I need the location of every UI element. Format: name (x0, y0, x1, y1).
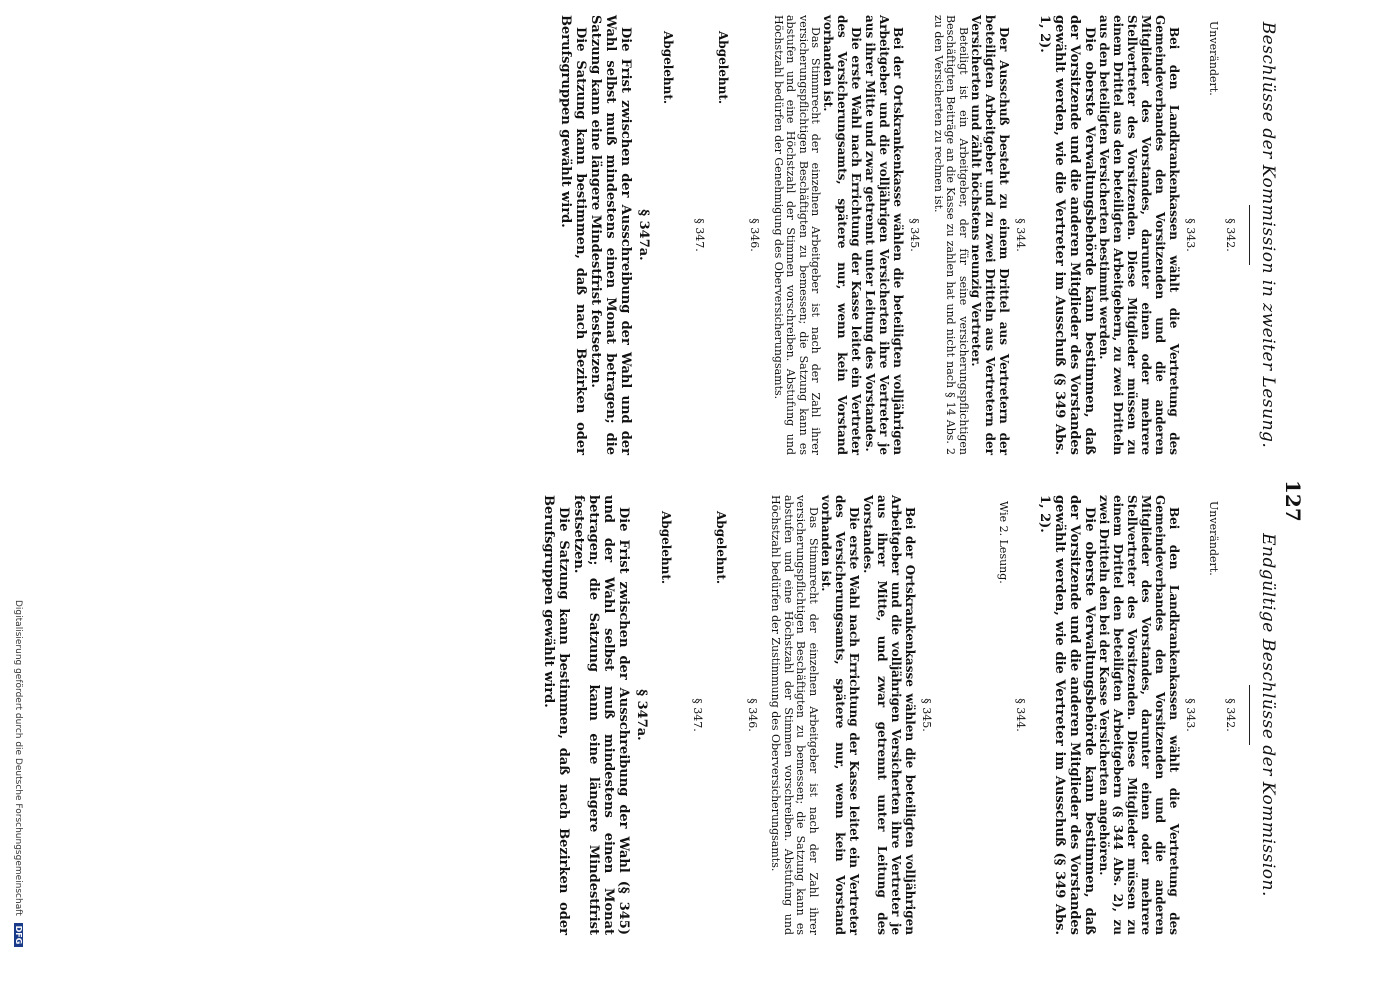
section-note: Unverändert. (1207, 21, 1220, 96)
section-342 (1207, 495, 1237, 935)
paragraph: Die Frist zwischen der Ausschreibung der Wahl (§ 345) und der Wahl selbst muß mindestens einen Monat betragen; die Satzung kann eine längere Mindestfrist festsetzen. (571, 495, 631, 935)
page-number: 127 (1281, 480, 1305, 522)
section-note: Wie 2. Lesung. (997, 501, 1010, 584)
paragraph: Bei der Ortskrankenkasse wählen die beteiligten volljährigen Arbeitgeber und die volljährigen Versicherten ihre Vertreter je aus ihrer Mitte, und zwar getrennt unter Leitung des Vorstandes. (861, 495, 917, 935)
section-note: Unverändert. (1207, 501, 1220, 576)
section-number: § 343. (1184, 698, 1197, 732)
paragraph: Der Ausschuß besteht zu einem Drittel aus Vertretern der beteiligten Arbeitgeber und zu zwei Dritteln aus Vertretern der Versicherten und zählt höchstens neunzig Vertreter. (969, 15, 1011, 455)
section-number: § 346. (748, 218, 762, 252)
section-note: Abgelehnt. (661, 31, 676, 105)
section-number: § 346. (746, 698, 759, 732)
section-347a (559, 15, 652, 455)
paragraph: Bei der Ortskrankenkasse wählen die beteiligten volljährigen Arbeitgeber und die volljährigen Versicherten ihre Vertreter je aus ihrer Mitte und zwar getrennt unter Leitung des Vorstandes. (863, 15, 906, 455)
section-note: Abgelehnt. (714, 511, 728, 585)
paragraph: Beteiligt ist ein Arbeitgeber, der für seine versicherungspflichtigen Beschäftigten Beiträge an die Kasse zu zahlen hat und nicht nach § 14 Abs. 2 zu den Versicherten zu rechnen ist. (932, 15, 970, 455)
header-rule (1249, 685, 1250, 745)
section-number: § 342. (1224, 218, 1237, 252)
section-note: Abgelehnt. (659, 511, 673, 585)
section-343 (1037, 15, 1197, 455)
paragraph: Die oberste Verwaltungsbehörde kann bestimmen, daß der Vorsitzende und die anderen Mitglieder des Vorstandes gewählt werden, wie die Vertreter im Ausschuß (§ 349 Abs. 1, 2). (1037, 15, 1097, 455)
section-342 (1207, 15, 1237, 455)
section-343 (1037, 495, 1197, 935)
section-number: § 345. (920, 698, 933, 732)
section-number: § 344. (1014, 698, 1027, 732)
paragraph: Die Frist zwischen der Ausschreibung der Wahl und der Wahl selbst muß mindestens einen Monat betragen; die Satzung kann eine längere Mindestfrist festsetzen. (588, 15, 634, 455)
paragraph: Die Satzung kann bestimmen, daß nach Bezirken oder Berufsgruppen gewählt wird. (541, 495, 571, 935)
paragraph: Die oberste Verwaltungsbehörde kann bestimmen, daß der Vorsitzende und die anderen Mitglieder des Vorstandes gewählt werden, wie die Vertreter im Ausschuß (§ 349 Abs. 1, 2). (1037, 495, 1097, 935)
section-345 (769, 495, 933, 935)
paragraph: Das Stimmrecht der einzelnen Arbeitgeber ist nach der Zahl ihrer versicherungspflichtigen Beschäftigten zu bemessen; die Satzung kann es abstufen und eine Höchstzahl der Stimmen vorschreiben. Abstufung und Höchstzahl bedürfen der Zustimmung des Oberversicherungsamts. (769, 495, 820, 935)
column-second-reading (549, 15, 1299, 455)
column-final-decisions (531, 495, 1298, 935)
section-number: § 345. (908, 218, 922, 252)
section-347 (659, 495, 704, 935)
credit-text: Digitalisierung gefördert durch die Deutsche Forschungsgemeinschaft (13, 600, 23, 916)
section-number: § 343. (1184, 218, 1197, 252)
paragraph: Die erste Wahl nach Errichtung der Kasse leitet ein Vertreter des Versicherungsamts, spätere nur, wenn kein Vorstand vorhanden ist. (821, 15, 864, 455)
section-347 (662, 15, 707, 455)
section-345 (772, 15, 922, 455)
section-number: § 347. (691, 698, 704, 732)
header-rule (1249, 205, 1250, 265)
column-header: Endgültige Beschlüsse der Kommission. (1258, 533, 1278, 897)
section-344 (932, 15, 1028, 455)
paragraph: Bei den Landkrankenkassen wählt die Vertretung des Gemeindeverbandes den Vorsitzenden und die anderen Mitglieder des Vorstandes, darunter einen oder mehrere Stellvertreter des Vorsitzenden. Diese Mitglieder müssen zu einem Drittel aus den beteiligten Arbeitgebern, zu zwei Dritteln aus den beteiligten Versicherten bestimmt werden. (1097, 15, 1181, 455)
paragraph: Die Satzung kann bestimmen, daß nach Bezirken oder Berufsgruppen gewählt wird. (558, 15, 589, 455)
dfg-logo: DFG (14, 923, 23, 948)
digitization-credit (13, 600, 23, 980)
spacer (937, 495, 987, 935)
section-number: § 347a. (636, 209, 652, 261)
section-347a (541, 495, 649, 935)
section-number: § 347. (693, 218, 707, 252)
section-note: Abgelehnt. (716, 31, 731, 105)
section-number: § 347a. (634, 689, 649, 741)
section-344 (997, 495, 1027, 935)
paragraph: Bei den Landkrankenkassen wählt die Vertretung des Gemeindeverbandes den Vorsitzenden und die anderen Mitglieder des Vorstandes, darunter einen oder mehrere Stellvertreter des Vorsitzenden. Diese Mitglieder müssen zu einem Drittel den beteiligten Arbeitgebern (§ 344 Abs. 2), zu zwei Dritteln den bei der Kasse Versicherten angehören. (1097, 495, 1181, 935)
section-346 (717, 15, 762, 455)
section-number: § 342. (1224, 698, 1237, 732)
column-header: Beschlüsse der Kommission in zweiter Lesung. (1258, 21, 1278, 449)
section-346 (714, 495, 759, 935)
paragraph: Die erste Wahl nach Errichtung der Kasse leitet ein Vertreter des Versicherungsamts, spätere nur, wenn kein Vorstand vorhanden ist. (819, 495, 861, 935)
section-number: § 344. (1014, 218, 1027, 252)
paragraph: Das Stimmrecht der einzelnen Arbeitgeber ist nach der Zahl ihrer versicherungspflichtigen Beschäftigten zu bemessen; die Satzung kann es abstufen und eine Höchstzahl der Stimmen vorschreiben. Abstufung und Höchstzahl bedürfen der Genehmigung des Oberversicherungsamts. (772, 15, 823, 455)
